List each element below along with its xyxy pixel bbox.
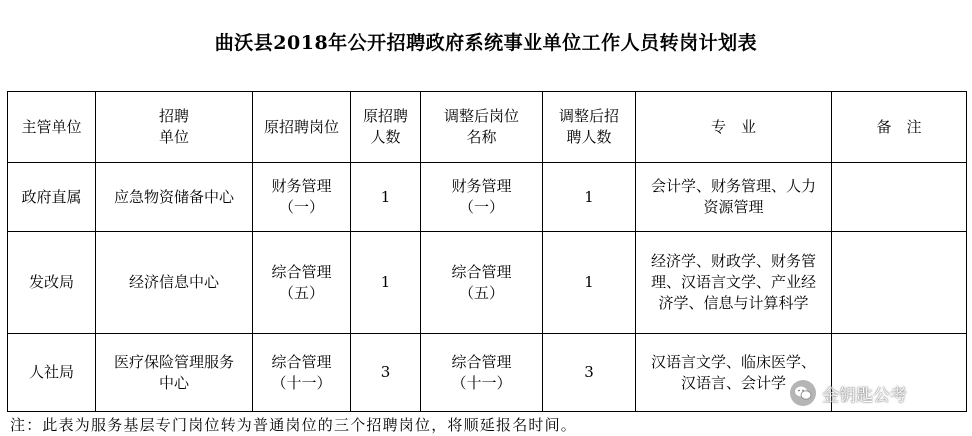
header-unit: 招聘 单位 <box>96 92 253 163</box>
plan-table <box>7 91 967 412</box>
header-dept: 主管单位 <box>8 92 96 163</box>
cell-new-post: 财务管理 （一） <box>421 163 543 232</box>
cell-remark <box>832 163 967 232</box>
header-remark: 备 注 <box>832 92 967 163</box>
cell-orig-count: 3 <box>351 334 421 412</box>
cell-major: 汉语言文学、临床医学、 汉语言、会计学 <box>636 334 832 412</box>
cell-major: 经济学、财政学、财务管 理、汉语言文学、产业经 济学、信息与计算科学 <box>636 232 832 334</box>
cell-unit: 应急物资储备中心 <box>96 163 253 232</box>
cell-orig-post: 综合管理 （十一） <box>253 334 351 412</box>
footnote: 注：此表为服务基层专门岗位转为普通岗位的三个招聘岗位，将顺延报名时间。 <box>10 416 578 434</box>
cell-orig-post: 综合管理 （五） <box>253 232 351 334</box>
cell-dept: 发改局 <box>8 232 96 334</box>
header-new-post: 调整后岗位 名称 <box>421 92 543 163</box>
cell-orig-count: 1 <box>351 163 421 232</box>
cell-new-post: 综合管理 （五） <box>421 232 543 334</box>
header-orig-count: 原招聘 人数 <box>351 92 421 163</box>
header-new-count: 调整后招 聘人数 <box>543 92 636 163</box>
cell-new-post: 综合管理 （十一） <box>421 334 543 412</box>
cell-new-count: 1 <box>543 163 636 232</box>
cell-unit: 经济信息中心 <box>96 232 253 334</box>
page-title: 曲沃县2018年公开招聘政府系统事业单位工作人员转岗计划表 <box>214 32 758 54</box>
cell-remark <box>832 232 967 334</box>
cell-new-count: 3 <box>543 334 636 412</box>
cell-dept: 人社局 <box>8 334 96 412</box>
header-major: 专 业 <box>636 92 832 163</box>
cell-major: 会计学、财务管理、人力 资源管理 <box>636 163 832 232</box>
cell-orig-post: 财务管理 （一） <box>253 163 351 232</box>
table-row <box>8 232 967 334</box>
cell-unit: 医疗保险管理服务 中心 <box>96 334 253 412</box>
watermark-text: 金钥匙公考 <box>822 385 907 406</box>
cell-dept: 政府直属 <box>8 163 96 232</box>
cell-orig-count: 1 <box>351 232 421 334</box>
cell-new-count: 1 <box>543 232 636 334</box>
watermark <box>790 378 907 408</box>
table-header-row <box>8 92 967 163</box>
header-orig-post: 原招聘岗位 <box>253 92 351 163</box>
table-row <box>8 163 967 232</box>
wechat-icon <box>790 380 816 406</box>
